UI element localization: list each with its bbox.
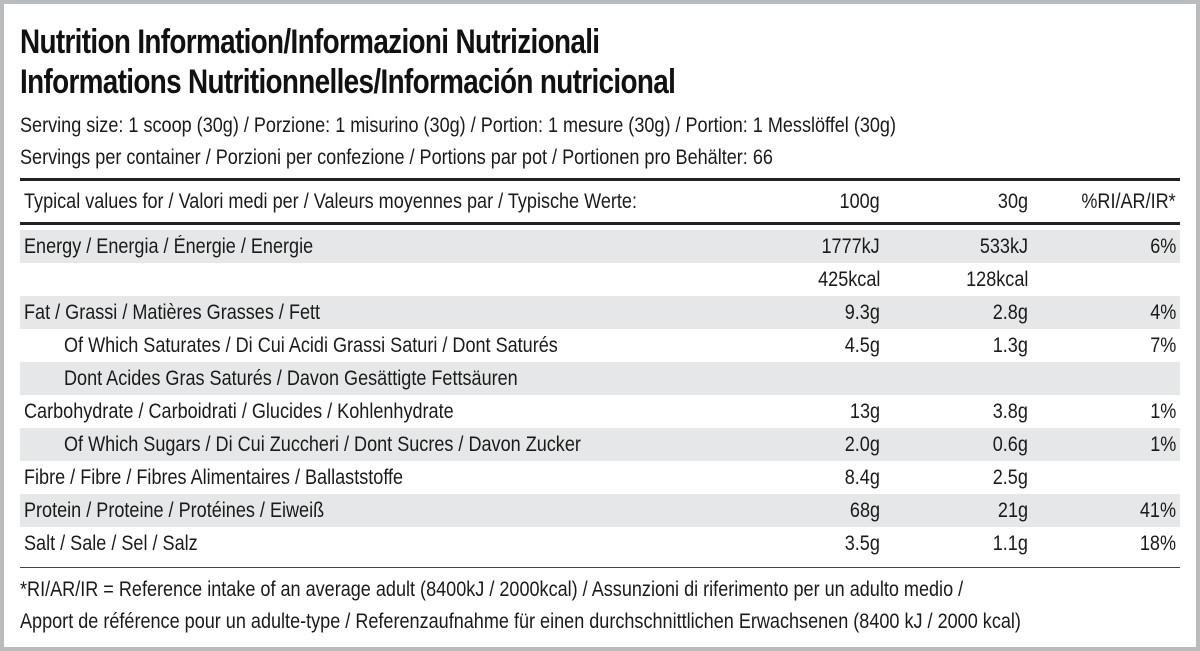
table-row	[20, 296, 1180, 329]
value-per-30g: 0.6g	[992, 433, 1028, 456]
value-per-100g: 9.3g	[844, 301, 880, 324]
value-per-30g: 21g	[997, 499, 1028, 522]
footnote-line-2: Apport de référence pour un adulte-type / Referenzaufnahme für einen durchschnittlichen Erwachsenen (8400 kJ / 2000 kcal)	[20, 610, 1021, 633]
value-per-30g: 1.1g	[992, 532, 1028, 555]
serving-info	[20, 110, 896, 174]
nutrient-name: Energy / Energia / Énergie / Energie	[24, 235, 314, 258]
table-row	[20, 461, 1180, 494]
header-per-100g: 100g	[839, 190, 880, 213]
servings-per-container: Servings per container / Porzioni per confezione / Portions par pot / Portionen pro Behälter: 66	[20, 146, 773, 169]
value-per-100g: 2.0g	[844, 433, 880, 456]
header-per-30g: 30g	[997, 190, 1028, 213]
value-per-100g: 8.4g	[844, 466, 880, 489]
table-row	[20, 494, 1180, 527]
table-header	[20, 184, 1180, 220]
title-line-2: Informations Nutritionnelles/Información nutricional	[20, 63, 676, 101]
value-ri: 4%	[1149, 301, 1176, 324]
footnote	[20, 574, 1021, 638]
table-row	[20, 263, 1180, 296]
nutrient-name: Of Which Saturates / Di Cui Acidi Grassi Saturi / Dont Saturés	[64, 334, 558, 357]
value-per-100g: 1777kJ	[821, 235, 880, 258]
table-row	[20, 329, 1180, 362]
title-line-1: Nutrition Information/Informazioni Nutrizionali	[20, 23, 600, 61]
header-top-rule	[20, 178, 1180, 181]
label-title	[20, 22, 675, 102]
nutrient-name: Salt / Sale / Sel / Salz	[24, 532, 198, 555]
value-per-100g: 3.5g	[844, 532, 880, 555]
nutrient-name: Dont Acides Gras Saturés / Davon Gesättigte Fettsäuren	[64, 367, 518, 390]
nutrient-table	[20, 230, 1180, 560]
table-row	[20, 395, 1180, 428]
serving-size: Serving size: 1 scoop (30g) / Porzione: 1 misurino (30g) / Portion: 1 mesure (30g) / Portion: 1 Messlöffel (30g)	[20, 114, 896, 137]
header-ri: %RI/AR/IR*	[1081, 190, 1176, 213]
header-typical-values: Typical values for / Valori medi per / Valeurs moyennes par / Typische Werte:	[24, 190, 637, 213]
table-row	[20, 527, 1180, 560]
nutrient-name: Protein / Proteine / Protéines / Eiweiß	[24, 499, 325, 522]
value-ri: 1%	[1149, 433, 1176, 456]
table-row	[20, 230, 1180, 263]
value-ri: 6%	[1149, 235, 1176, 258]
header-bottom-rule	[20, 222, 1180, 225]
value-per-30g: 128kcal	[965, 268, 1028, 291]
value-per-100g: 4.5g	[844, 334, 880, 357]
value-per-30g: 2.8g	[992, 301, 1028, 324]
value-per-30g: 533kJ	[979, 235, 1028, 258]
value-per-30g: 1.3g	[992, 334, 1028, 357]
value-ri: 7%	[1149, 334, 1176, 357]
value-ri: 18%	[1139, 532, 1176, 555]
nutrient-name: Of Which Sugars / Di Cui Zuccheri / Dont Sucres / Davon Zucker	[64, 433, 581, 456]
value-ri: 41%	[1139, 499, 1176, 522]
value-per-100g: 425kcal	[817, 268, 880, 291]
value-per-30g: 3.8g	[992, 400, 1028, 423]
nutrient-name: Fibre / Fibre / Fibres Alimentaires / Ballaststoffe	[24, 466, 404, 489]
value-per-100g: 68g	[849, 499, 880, 522]
nutrient-name: Fat / Grassi / Matières Grasses / Fett	[24, 301, 321, 324]
footnote-line-1: *RI/AR/IR = Reference intake of an average adult (8400kJ / 2000kcal) / Assunzioni di riferimento per un adulto medio /	[20, 578, 964, 601]
table-row	[20, 428, 1180, 461]
table-row	[20, 362, 1180, 395]
value-per-30g: 2.5g	[992, 466, 1028, 489]
value-per-100g: 13g	[849, 400, 880, 423]
table-bottom-rule	[20, 567, 1180, 568]
value-ri: 1%	[1149, 400, 1176, 423]
nutrient-name: Carbohydrate / Carboidrati / Glucides / Kohlenhydrate	[24, 400, 454, 423]
